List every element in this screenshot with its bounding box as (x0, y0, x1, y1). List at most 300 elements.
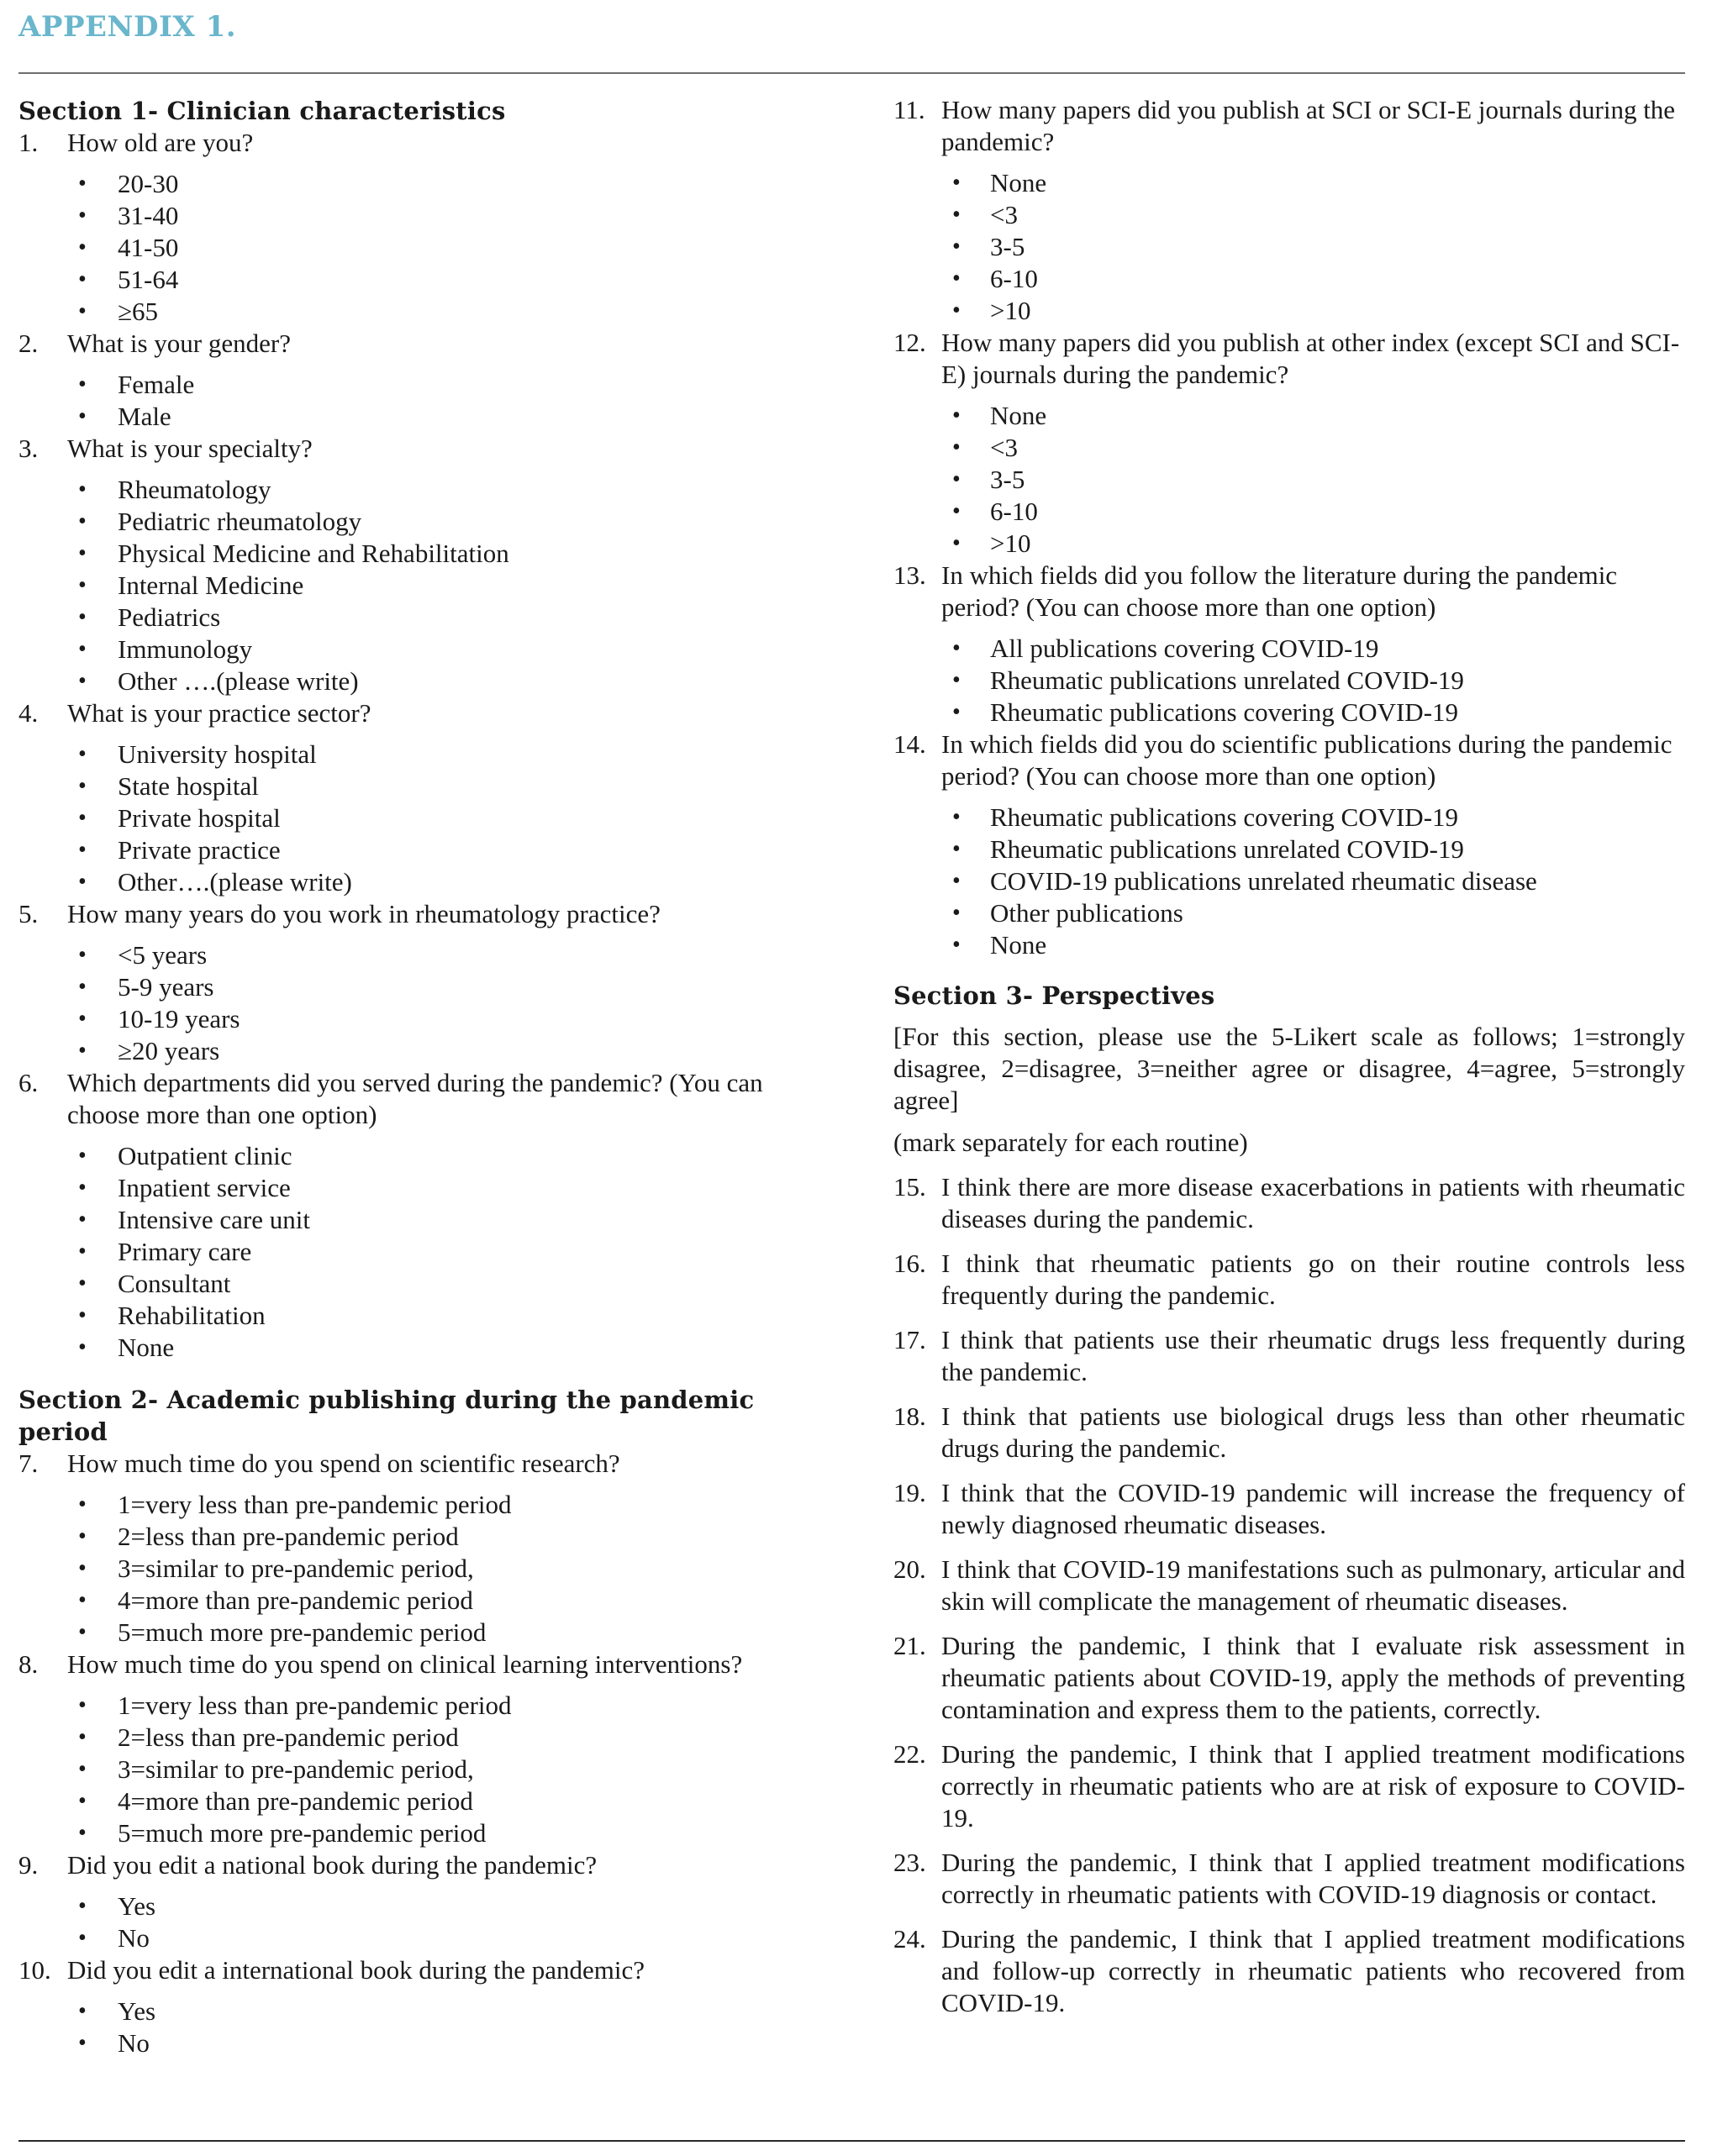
question (893, 327, 1685, 391)
statement-number: 16. (893, 1249, 926, 1278)
option-item[interactable] (893, 865, 1685, 897)
section-2-questions-left (18, 1448, 825, 2059)
option-label: 6-10 (990, 264, 1038, 293)
option-item[interactable] (18, 602, 825, 634)
question-block (18, 1954, 825, 2059)
bullet-icon: • (78, 171, 87, 197)
option-item[interactable] (893, 295, 1685, 327)
question-block (893, 728, 1685, 961)
option-item[interactable] (18, 634, 825, 665)
statement-text: I think that rheumatic patients go on their routine controls less frequently during the pandemic. (941, 1249, 1685, 1310)
bullet-icon: • (78, 1925, 87, 1951)
option-item[interactable] (18, 866, 825, 898)
option-label: 3-5 (990, 465, 1025, 494)
bullet-icon: • (78, 668, 87, 694)
option-item[interactable] (18, 1996, 825, 2027)
option-label: All publications covering COVID-19 (990, 634, 1379, 663)
option-item[interactable] (18, 802, 825, 834)
bullet-icon: • (78, 371, 87, 397)
bottom-divider (18, 2140, 1685, 2142)
bullet-icon: • (78, 1756, 87, 1782)
option-label: Pediatrics (118, 602, 221, 632)
bullet-icon: • (78, 1302, 87, 1328)
option-label: Outpatient clinic (118, 1141, 292, 1170)
bullet-icon: • (78, 540, 87, 566)
question-number: 14. (893, 729, 926, 759)
option-item[interactable] (18, 1204, 825, 1236)
option-item[interactable] (893, 263, 1685, 295)
question-number: 12. (893, 328, 926, 357)
option-label: University hospital (118, 739, 317, 769)
option-label: None (990, 401, 1047, 430)
statement-text: I think that the COVID-19 pandemic will increase the frequency of newly diagnosed rheumatic diseases. (941, 1478, 1685, 1539)
bullet-icon: • (952, 932, 961, 958)
question-block (18, 1849, 825, 1954)
question-block (18, 1067, 825, 1364)
option-item[interactable] (18, 1268, 825, 1300)
question (18, 697, 825, 729)
option-label: 1=very less than pre-pandemic period (118, 1490, 512, 1519)
question (18, 1649, 825, 1680)
option-list (18, 1890, 825, 1954)
question-text: How much time do you spend on scientific research? (67, 1449, 620, 1478)
option-label: No (118, 2028, 150, 2058)
option-label: Primary care (118, 1237, 252, 1266)
bullet-icon: • (78, 1006, 87, 1032)
question-text: In which fields did you do scientific publications during the pandemic period? (You can choose more than one option) (941, 729, 1672, 791)
question-number: 9. (18, 1850, 39, 1880)
likert-statement (893, 1401, 1685, 1465)
bullet-icon: • (78, 1724, 87, 1750)
option-item[interactable] (18, 264, 825, 296)
option-item[interactable] (18, 401, 825, 433)
option-item[interactable] (18, 1236, 825, 1268)
bullet-icon: • (78, 1788, 87, 1814)
option-list (18, 1996, 825, 2059)
option-item[interactable] (18, 1617, 825, 1649)
bullet-icon: • (78, 298, 87, 324)
bullet-icon: • (78, 805, 87, 831)
bullet-icon: • (78, 1555, 87, 1581)
option-item[interactable] (18, 739, 825, 770)
option-item[interactable] (893, 802, 1685, 833)
option-item[interactable] (18, 665, 825, 697)
likert-statement (893, 1923, 1685, 2019)
bullet-icon: • (952, 868, 961, 894)
statement-text: During the pandemic, I think that I applied treatment modifications correctly in rheumatic patients who are at risk of exposure to COVID-19. (941, 1739, 1685, 1833)
question-text: Did you edit a national book during the pandemic? (67, 1850, 598, 1880)
question-text: How many papers did you publish at SCI or SCI-E journals during the pandemic? (941, 95, 1676, 156)
option-item[interactable] (893, 400, 1685, 432)
option-item[interactable] (893, 231, 1685, 263)
statement-number: 20. (893, 1554, 926, 1584)
section-1-heading: Section 1- Clinician characteristics (18, 97, 506, 125)
option-label: 51-64 (118, 265, 179, 294)
question-number: 5. (18, 899, 39, 928)
option-label: 20-30 (118, 169, 179, 198)
option-item[interactable] (18, 1332, 825, 1364)
likert-statement (893, 1554, 1685, 1617)
question-number: 8. (18, 1649, 39, 1679)
option-item[interactable] (18, 168, 825, 200)
bullet-icon: • (78, 869, 87, 895)
option-list (18, 369, 825, 433)
question (18, 433, 825, 465)
statement-number: 24. (893, 1924, 926, 1954)
option-item[interactable] (18, 570, 825, 602)
option-label: Rheumatology (118, 475, 271, 504)
question (18, 127, 825, 159)
bullet-icon: • (78, 508, 87, 534)
option-item[interactable] (893, 199, 1685, 231)
question-number: 1. (18, 128, 39, 157)
option-list (18, 168, 825, 328)
question-text: What is your practice sector? (67, 698, 371, 728)
option-label: Intensive care unit (118, 1205, 310, 1234)
bullet-icon: • (78, 202, 87, 229)
option-label: <3 (990, 433, 1018, 462)
question (18, 1067, 825, 1131)
option-label: State hospital (118, 771, 259, 801)
question (18, 898, 825, 930)
option-label: Private practice (118, 835, 281, 865)
statement-number: 18. (893, 1401, 926, 1431)
likert-statement (893, 1171, 1685, 1235)
option-label: Male (118, 402, 171, 431)
bullet-icon: • (952, 466, 961, 492)
option-list (18, 1140, 825, 1364)
top-divider (18, 72, 1685, 74)
option-item[interactable] (18, 1722, 825, 1754)
option-item[interactable] (893, 897, 1685, 929)
bullet-icon: • (952, 266, 961, 292)
option-label: 41-50 (118, 233, 179, 262)
question-number: 6. (18, 1068, 39, 1097)
option-label: 5-9 years (118, 972, 214, 1002)
option-item[interactable] (18, 1140, 825, 1172)
option-label: None (990, 930, 1047, 960)
statement-text: I think that patients use their rheumatic drugs less frequently during the pandemic. (941, 1325, 1685, 1386)
left-column (18, 95, 825, 2059)
question-number: 4. (18, 698, 39, 728)
option-label: 2=less than pre-pandemic period (118, 1522, 459, 1551)
bullet-icon: • (952, 530, 961, 556)
option-list (893, 633, 1685, 728)
question-number: 7. (18, 1449, 39, 1478)
bullet-icon: • (952, 434, 961, 460)
option-item[interactable] (18, 369, 825, 401)
bullet-icon: • (78, 2030, 87, 2056)
question-text: Which departments did you served during the pandemic? (You can choose more than one option) (67, 1068, 763, 1129)
question-block (18, 433, 825, 697)
bullet-icon: • (78, 1587, 87, 1613)
question-text: Did you edit a international book during the pandemic? (67, 1955, 645, 1985)
option-label: Internal Medicine (118, 571, 304, 600)
option-label: None (990, 168, 1047, 197)
question-number: 2. (18, 329, 39, 358)
bullet-icon: • (952, 804, 961, 830)
option-item[interactable] (18, 200, 825, 232)
statement-text: I think that COVID-19 manifestations such as pulmonary, articular and skin will complicate the management of rheumatic diseases. (941, 1554, 1685, 1616)
section-3-heading: Section 3- Perspectives (893, 981, 1215, 1010)
bullet-icon: • (78, 1334, 87, 1360)
right-column (893, 94, 1685, 2019)
question (893, 94, 1685, 158)
option-label: <5 years (118, 940, 208, 970)
option-item[interactable] (18, 1489, 825, 1521)
section-2-heading: Section 2- Academic publishing during the pandemic period (18, 1386, 755, 1446)
option-item[interactable] (893, 633, 1685, 665)
bullet-icon: • (952, 635, 961, 661)
question-block (18, 1448, 825, 1649)
bullet-icon: • (952, 402, 961, 429)
question-block (18, 898, 825, 1067)
bullet-icon: • (78, 1175, 87, 1201)
bullet-icon: • (78, 234, 87, 260)
option-item[interactable] (893, 929, 1685, 961)
option-item[interactable] (18, 1890, 825, 1922)
bullet-icon: • (78, 266, 87, 292)
bullet-icon: • (78, 1238, 87, 1265)
option-label: Immunology (118, 634, 253, 664)
question-block (18, 697, 825, 898)
option-item[interactable] (18, 1817, 825, 1849)
option-item[interactable] (18, 1300, 825, 1332)
option-label: >10 (990, 296, 1031, 325)
option-item[interactable] (18, 2027, 825, 2059)
option-label: ≥20 years (118, 1036, 220, 1065)
option-label: Consultant (118, 1269, 231, 1298)
bullet-icon: • (78, 1523, 87, 1549)
option-label: 1=very less than pre-pandemic period (118, 1691, 512, 1720)
option-label: Rheumatic publications covering COVID-19 (990, 697, 1459, 727)
option-item[interactable] (893, 833, 1685, 865)
option-item[interactable] (18, 1003, 825, 1035)
option-label: Yes (118, 1996, 156, 2026)
question (18, 1954, 825, 1986)
question-block (18, 328, 825, 433)
option-item[interactable] (18, 1690, 825, 1722)
statement-number: 19. (893, 1478, 926, 1507)
question-text: How many years do you work in rheumatology practice? (67, 899, 661, 928)
option-label: Other ….(please write) (118, 666, 359, 696)
option-item[interactable] (18, 538, 825, 570)
option-list (893, 802, 1685, 961)
question-text: What is your specialty? (67, 434, 313, 463)
likert-instructions: [For this section, please use the 5-Likert scale as follows; 1=strongly disagree, 2=disagree, 3=neither agree or disagree, 4=agree, 5=strongly agree] (893, 1022, 1685, 1115)
option-label: 3=similar to pre-pandemic period, (118, 1754, 474, 1784)
option-item[interactable] (18, 1172, 825, 1204)
bullet-icon: • (78, 1998, 87, 2024)
bullet-icon: • (78, 1893, 87, 1919)
section-1-questions (18, 127, 825, 1364)
bullet-icon: • (78, 1619, 87, 1645)
bullet-icon: • (952, 836, 961, 862)
bullet-icon: • (78, 1038, 87, 1064)
option-label: >10 (990, 528, 1031, 558)
bullet-icon: • (78, 942, 87, 968)
option-item[interactable] (18, 296, 825, 328)
question (18, 328, 825, 360)
option-list (18, 1489, 825, 1649)
option-label: Rheumatic publications unrelated COVID-19 (990, 834, 1464, 864)
option-label: 5=much more pre-pandemic period (118, 1818, 487, 1848)
likert-statement (893, 1847, 1685, 1911)
bullet-icon: • (78, 1820, 87, 1846)
bullet-icon: • (78, 1692, 87, 1718)
option-item[interactable] (18, 474, 825, 506)
option-label: None (118, 1333, 175, 1362)
statement-text: During the pandemic, I think that I applied treatment modifications correctly in rheumatic patients with COVID-19 diagnosis or contact. (941, 1848, 1685, 1909)
option-label: 4=more than pre-pandemic period (118, 1585, 473, 1615)
option-list (18, 1690, 825, 1849)
question-number: 10. (18, 1955, 51, 1985)
option-label: 31-40 (118, 201, 179, 230)
option-label: Private hospital (118, 803, 281, 833)
option-label: Pediatric rheumatology (118, 507, 362, 536)
question (893, 560, 1685, 623)
option-item[interactable] (893, 167, 1685, 199)
likert-statement (893, 1248, 1685, 1312)
bullet-icon: • (78, 1207, 87, 1233)
option-label: No (118, 1923, 150, 1953)
bullet-icon: • (952, 699, 961, 725)
bullet-icon: • (78, 741, 87, 767)
option-label: 3-5 (990, 232, 1025, 261)
bullet-icon: • (952, 234, 961, 260)
statement-text: I think there are more disease exacerbations in patients with rheumatic diseases during the pandemic. (941, 1172, 1685, 1233)
question-text: How many papers did you publish at other index (except SCI and SCI-E) journals during the pandemic? (941, 328, 1680, 389)
option-item[interactable] (18, 1521, 825, 1553)
option-label: Inpatient service (118, 1173, 291, 1202)
bullet-icon: • (78, 1491, 87, 1517)
question-block (893, 94, 1685, 327)
statement-text: During the pandemic, I think that I applied treatment modifications and follow-up correctly in rheumatic patients who recovered from COVID-19. (941, 1924, 1685, 2017)
question (18, 1448, 825, 1480)
option-item[interactable] (893, 464, 1685, 496)
option-item[interactable] (18, 1553, 825, 1585)
bullet-icon: • (78, 476, 87, 502)
bullet-icon: • (78, 1270, 87, 1296)
statement-number: 22. (893, 1739, 926, 1769)
option-label: 4=more than pre-pandemic period (118, 1786, 473, 1816)
option-item[interactable] (893, 697, 1685, 728)
option-label: Rheumatic publications covering COVID-19 (990, 802, 1459, 832)
question-text: How much time do you spend on clinical learning interventions? (67, 1649, 743, 1679)
bullet-icon: • (78, 773, 87, 799)
statement-number: 23. (893, 1848, 926, 1877)
question-number: 13. (893, 560, 926, 590)
question-text: In which fields did you follow the literature during the pandemic period? (You can choose more than one option) (941, 560, 1618, 622)
option-label: <3 (990, 200, 1018, 229)
page-title: APPENDIX 1. (18, 10, 237, 44)
option-label: 2=less than pre-pandemic period (118, 1722, 459, 1752)
option-item[interactable] (18, 1035, 825, 1067)
section-2-questions-right (893, 94, 1685, 961)
question-text: How old are you? (67, 128, 254, 157)
option-list (18, 939, 825, 1067)
question (18, 1849, 825, 1881)
bullet-icon: • (952, 900, 961, 926)
bullet-icon: • (952, 498, 961, 524)
option-label: Physical Medicine and Rehabilitation (118, 539, 509, 568)
statement-number: 21. (893, 1631, 926, 1660)
option-label: Other….(please write) (118, 867, 352, 897)
bullet-icon: • (78, 604, 87, 630)
bullet-icon: • (952, 202, 961, 228)
option-label: Other publications (990, 898, 1183, 928)
option-label: 10-19 years (118, 1004, 240, 1033)
question-block (18, 1649, 825, 1849)
option-label: Rheumatic publications unrelated COVID-19 (990, 665, 1464, 695)
option-label: COVID-19 publications unrelated rheumatic disease (990, 866, 1537, 896)
question (893, 728, 1685, 792)
likert-statement (893, 1324, 1685, 1388)
likert-statement (893, 1630, 1685, 1726)
option-item[interactable] (18, 1785, 825, 1817)
statement-text: During the pandemic, I think that I evaluate risk assessment in rheumatic patients about COVID-19, apply the methods of preventing contamination and express them to the patients, correctly. (941, 1631, 1685, 1724)
likert-statement (893, 1477, 1685, 1541)
bullet-icon: • (952, 667, 961, 693)
option-item[interactable] (18, 232, 825, 264)
question-number: 11. (893, 95, 925, 124)
option-list (18, 474, 825, 697)
option-item[interactable] (18, 1754, 825, 1785)
option-item[interactable] (893, 496, 1685, 528)
option-item[interactable] (893, 432, 1685, 464)
option-item[interactable] (18, 834, 825, 866)
option-item[interactable] (18, 506, 825, 538)
option-label: 3=similar to pre-pandemic period, (118, 1554, 474, 1583)
option-item[interactable] (18, 971, 825, 1003)
option-list (18, 739, 825, 898)
option-label: ≥65 (118, 297, 159, 326)
likert-note: (mark separately for each routine) (893, 1128, 1248, 1157)
option-item[interactable] (893, 528, 1685, 560)
question-block (893, 327, 1685, 560)
bullet-icon: • (78, 974, 87, 1000)
bullet-icon: • (78, 1143, 87, 1169)
option-label: Rehabilitation (118, 1301, 266, 1330)
option-item[interactable] (18, 1585, 825, 1617)
option-item[interactable] (18, 770, 825, 802)
likert-statement (893, 1738, 1685, 1834)
bullet-icon: • (78, 636, 87, 662)
question-number: 3. (18, 434, 39, 463)
question-text: What is your gender? (67, 329, 291, 358)
option-label: Yes (118, 1891, 156, 1921)
question-block (893, 560, 1685, 728)
option-list (893, 167, 1685, 327)
option-label: Female (118, 370, 195, 399)
option-list (893, 400, 1685, 560)
bullet-icon: • (952, 297, 961, 323)
statement-number: 17. (893, 1325, 926, 1354)
bullet-icon: • (78, 403, 87, 429)
question-block (18, 127, 825, 328)
option-item[interactable] (18, 939, 825, 971)
option-label: 5=much more pre-pandemic period (118, 1617, 487, 1647)
statement-number: 15. (893, 1172, 926, 1202)
bullet-icon: • (78, 837, 87, 863)
option-label: 6-10 (990, 497, 1038, 526)
option-item[interactable] (893, 665, 1685, 697)
option-item[interactable] (18, 1922, 825, 1954)
section-3-statements (893, 1171, 1685, 2019)
bullet-icon: • (952, 170, 961, 196)
statement-text: I think that patients use biological drugs less than other rheumatic drugs during the pandemic. (941, 1401, 1685, 1463)
bullet-icon: • (78, 572, 87, 598)
